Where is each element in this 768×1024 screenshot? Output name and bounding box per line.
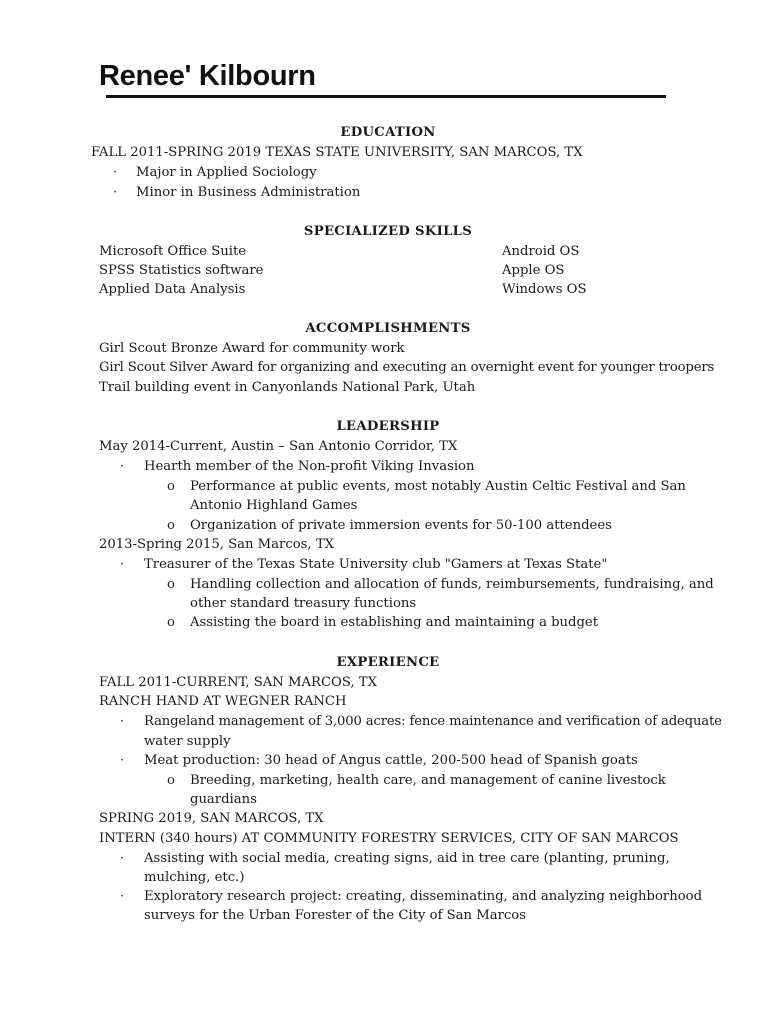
bullet-icon: · (120, 714, 125, 729)
bullet-icon: · (120, 557, 125, 572)
sub-bullet-icon: o (167, 518, 175, 533)
education-bullet: Minor in Business Administration (136, 185, 361, 200)
skill-item: Applied Data Analysis (99, 282, 246, 297)
education-heading: EDUCATION (340, 125, 436, 140)
job-bullet: Exploratory research project: creating, disseminating, and analyzing neighborhood (144, 889, 703, 904)
job-bullet: Meat production: 30 head of Angus cattle, 200-500 head of Spanish goats (144, 753, 638, 768)
skill-item: Apple OS (502, 263, 565, 278)
job-position: INTERN (340 hours) AT COMMUNITY FORESTRY SERVICES, CITY OF SAN MARCOS (99, 831, 679, 846)
job-bullet-cont: water supply (144, 734, 231, 749)
skill-item: SPSS Statistics software (99, 263, 264, 278)
leadership-role: Treasurer of the Texas State University club "Gamers at Texas State" (144, 557, 608, 572)
bullet-icon: · (113, 165, 118, 180)
leadership-entry-header: 2013-Spring 2015, San Marcos, TX (99, 537, 334, 552)
job-position: RANCH HAND AT WEGNER RANCH (99, 694, 347, 709)
leadership-sub-item-cont: other standard treasury functions (190, 596, 417, 611)
accomplishments-heading: ACCOMPLISHMENTS (305, 321, 471, 336)
education-dates-school: FALL 2011-SPRING 2019 TEXAS STATE UNIVERSITY, SAN MARCOS, TX (91, 145, 583, 160)
leadership-heading: LEADERSHIP (336, 419, 440, 434)
sub-bullet-icon: o (167, 479, 175, 494)
skills-heading: SPECIALIZED SKILLS (303, 224, 473, 239)
leadership-sub-item: Organization of private immersion events for 50-100 attendees (190, 518, 612, 533)
job-sub-item-cont: guardians (190, 792, 257, 807)
job-dates: FALL 2011-CURRENT, SAN MARCOS, TX (99, 675, 377, 690)
sub-bullet-icon: o (167, 773, 175, 788)
bullet-icon: · (120, 889, 125, 904)
bullet-icon: · (120, 851, 125, 866)
leadership-sub-item-cont: Antonio Highland Games (190, 498, 358, 513)
skill-item: Windows OS (502, 282, 587, 297)
job-bullet-cont: mulching, etc.) (144, 870, 245, 885)
job-bullet: Assisting with social media, creating signs, aid in tree care (planting, pruning, (144, 851, 670, 866)
job-bullet: Rangeland management of 3,000 acres: fence maintenance and verification of adequate (144, 714, 722, 729)
leadership-sub-item: Performance at public events, most notably Austin Celtic Festival and San (190, 479, 686, 494)
resume-name: Renee' Kilbourn (99, 60, 316, 92)
experience-heading: EXPERIENCE (336, 655, 440, 670)
sub-bullet-icon: o (167, 577, 175, 592)
accomplishment-item: Trail building event in Canyonlands National Park, Utah (99, 380, 476, 395)
bullet-icon: · (120, 459, 125, 474)
skill-item: Microsoft Office Suite (99, 244, 247, 259)
bullet-icon: · (120, 753, 125, 768)
name-underline (106, 95, 666, 98)
leadership-sub-item: Handling collection and allocation of funds, reimbursements, fundraising, and (190, 577, 714, 592)
accomplishment-item: Girl Scout Silver Award for organizing and executing an overnight event for younger troopers (99, 360, 715, 375)
skill-item: Android OS (502, 244, 580, 259)
education-bullet: Major in Applied Sociology (136, 165, 317, 180)
sub-bullet-icon: o (167, 615, 175, 630)
leadership-entry-header: May 2014-Current, Austin – San Antonio Corridor, TX (99, 439, 458, 454)
job-dates: SPRING 2019, SAN MARCOS, TX (99, 811, 324, 826)
bullet-icon: · (113, 185, 118, 200)
job-bullet-cont: surveys for the Urban Forester of the City of San Marcos (144, 908, 526, 923)
leadership-sub-item: Assisting the board in establishing and maintaining a budget (190, 615, 599, 630)
job-sub-item: Breeding, marketing, health care, and management of canine livestock (190, 773, 666, 788)
accomplishment-item: Girl Scout Bronze Award for community work (99, 341, 405, 356)
leadership-role: Hearth member of the Non-profit Viking Invasion (144, 459, 475, 474)
